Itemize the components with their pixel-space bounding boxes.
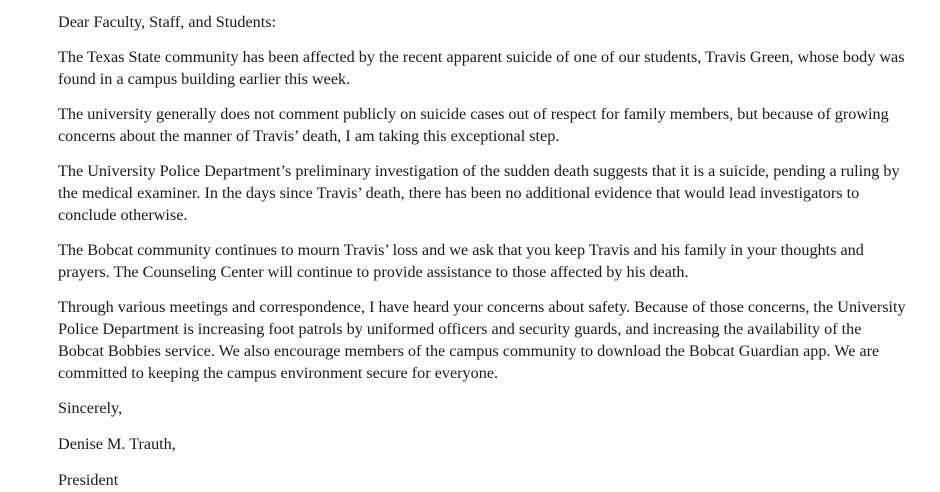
- paragraph-community-mourning: The Bobcat community continues to mourn Travis’ loss and we ask that you keep Travis and his family in your thoughts and prayers. The Counseling Center will continue to provide assistance to those affected by his death.: [58, 241, 864, 281]
- paragraph-exceptional-step: The university generally does not comment publicly on suicide cases out of respect for family members, but because of growing concerns about the manner of Travis’ death, I am taking this exceptional step.: [58, 105, 889, 145]
- letter-body: [58, 11, 908, 491]
- signer-title: President: [58, 471, 119, 489]
- salutation: Dear Faculty, Staff, and Students:: [58, 13, 277, 31]
- paragraph-community-affected: The Texas State community has been affected by the recent apparent suicide of one of our students, Travis Green, whose body was found in a campus building earlier this week.: [58, 48, 905, 88]
- paragraph-police-investigation: The University Police Department’s preliminary investigation of the sudden death suggests that it is a suicide, pending a ruling by the medical examiner. In the days since Travis’ death, there has been no additional evidence that would lead investigators to conclude otherwise.: [58, 162, 900, 224]
- signer-name: Denise M. Trauth,: [58, 435, 176, 453]
- paragraph-safety-measures: Through various meetings and correspondence, I have heard your concerns about safety. Because of those concerns, the University Police Department is increasing foot patrols by uniformed officers and security guards, and increasing the availability of the Bobcat Bobbies service. We also encourage members of the campus community to download the Bobcat Guardian app. We are committed to keeping the campus environment secure for everyone.: [58, 298, 906, 382]
- closing: Sincerely,: [58, 399, 123, 417]
